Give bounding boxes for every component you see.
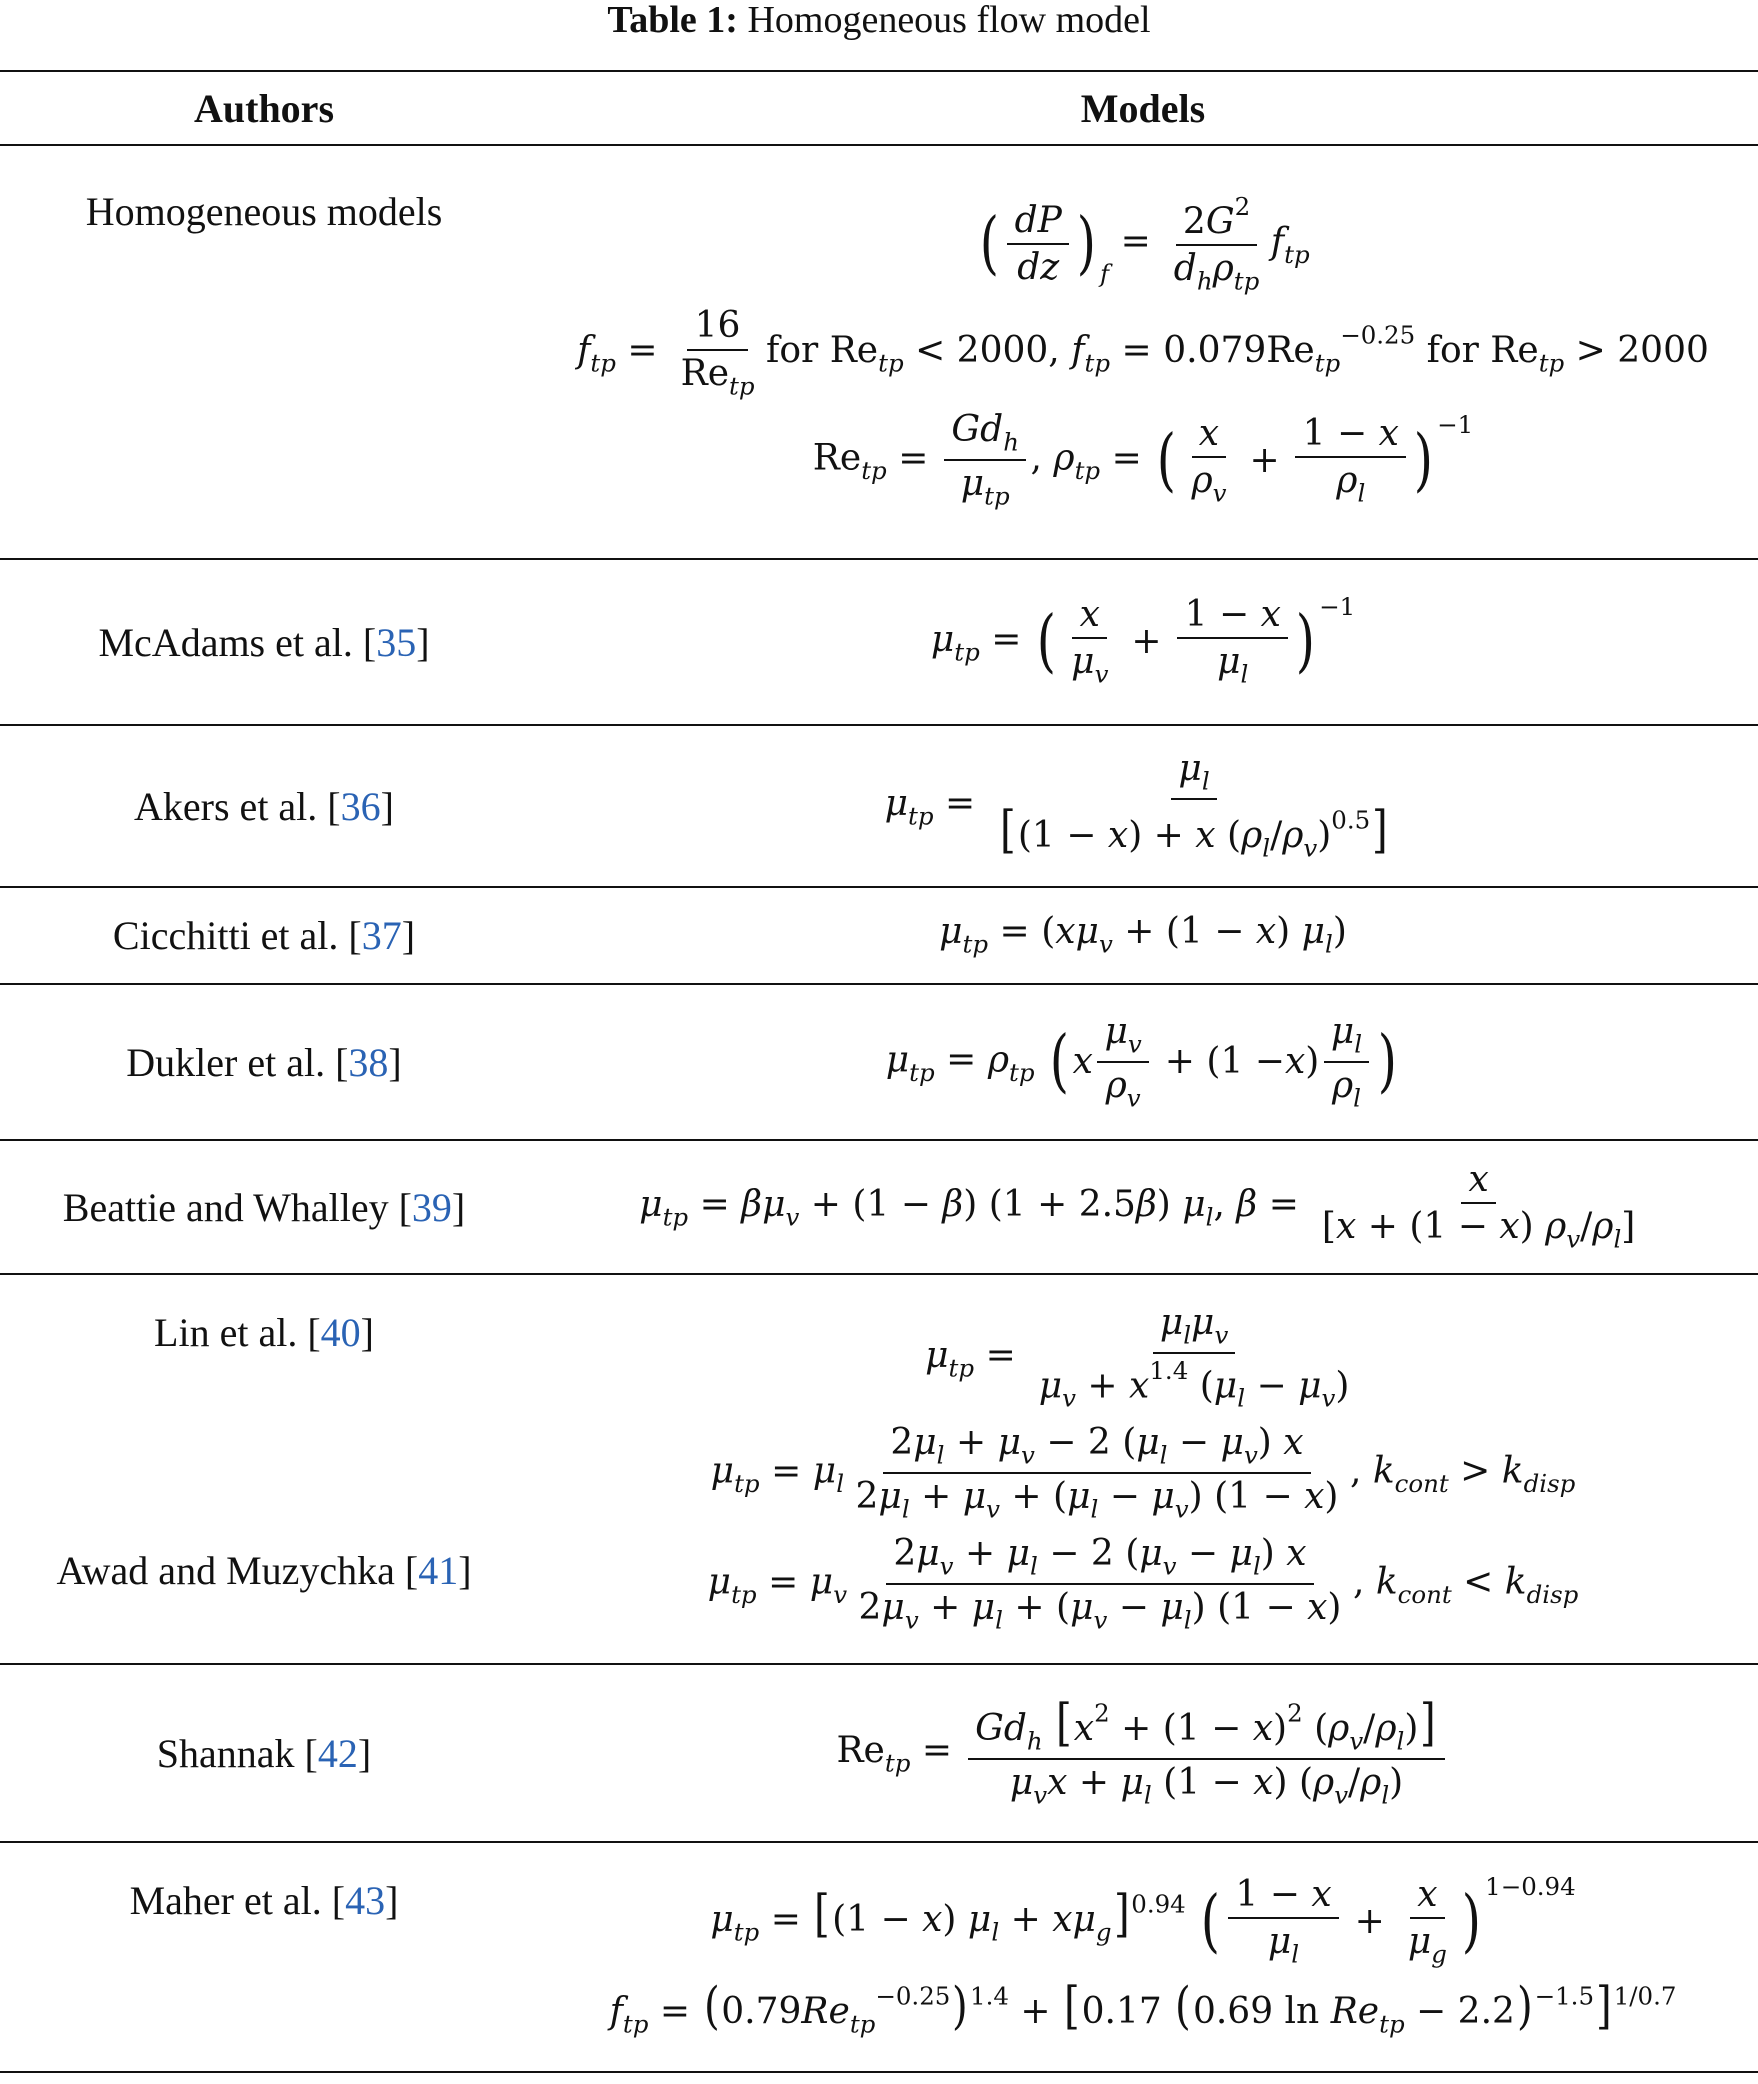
equation-friction-factor: $f_{tp}$ = $\frac{16}{Re_{tp}}$ for $Re_{tp} < 2000$, $f_{tp} = 0.079Re_{tp}^{-0.25}$ for $Re_{tp} > 2000$: [577, 305, 1709, 400]
table-row: [0, 1140, 1758, 1274]
model-cell: [528, 1842, 1758, 2072]
model-cell: [528, 1274, 1758, 1664]
table-row: [0, 887, 1758, 984]
reference-link[interactable]: 38: [348, 1039, 389, 1085]
reference-link[interactable]: 43: [345, 1878, 386, 1923]
author-cell: Cicchitti et al. [37]: [0, 887, 528, 984]
equation-dukler: $\mu_{tp} = \rho_{tp}$ ( x $\frac{\mu_v}{\rho_v}$ + (1 − x ) $\frac{\mu_l}{\rho_l}$ ): [885, 1010, 1397, 1112]
table-caption: [0, 0, 1758, 52]
author-cell: Maher et al. [43]: [0, 1842, 528, 2072]
author-cell: [0, 145, 528, 559]
author-name: Homogeneous models: [85, 189, 443, 234]
caption-label: Table 1:: [607, 0, 738, 41]
author-cell: McAdams et al. [35]: [0, 559, 528, 725]
model-cell: [528, 984, 1758, 1140]
author-cell: Dukler et al. [38]: [0, 984, 528, 1140]
table-row: [0, 1842, 1758, 2072]
equation-reynolds-density: $Re_{tp}$ = $\frac{Gd_h}{\mu_{tp}}$ , $\rho_{tp}$ = ( $\frac{x}{\rho_v}$ + $\frac{1 - x}{\rho_l}$ ) −1: [812, 409, 1474, 511]
reference-link[interactable]: 40: [320, 1310, 361, 1355]
reference-link[interactable]: 37: [361, 913, 402, 958]
equation-awad-1: $\mu_{tp} = \mu_l$ $\frac{2\mu_l + \mu_v - 2 (\mu_l - \mu_v) x}{2\mu_l + \mu_v + (\mu_l - \mu_v) (1 - x)}$ , $k_{cont} > k_{disp}$: [710, 1422, 1576, 1524]
table-row: [0, 145, 1758, 559]
equation-pressure-gradient: ( $\frac{dP}{dz}$ ) f = $\frac{2G^2}{d_h\rho_{tp}}$ $f_{tp}$: [980, 191, 1310, 296]
reference-link[interactable]: 35: [376, 619, 417, 665]
model-cell: [528, 725, 1758, 887]
model-cell: [528, 1140, 1758, 1274]
equation-akers: $\mu_{tp}$ = $\frac{\mu_l}{[(1 - x) + x (\rho_l/\rho_v)^{0.5}]}$: [884, 748, 1388, 863]
model-cell: [528, 145, 1758, 559]
table-row: [0, 1664, 1758, 1842]
header-authors: Authors: [0, 71, 528, 145]
equation-lin: $\mu_{tp}$ = $\frac{\mu_l\mu_v}{\mu_v + x^{1.4} (\mu_l - \mu_v)}$: [925, 1301, 1350, 1413]
reference-link[interactable]: 42: [317, 1730, 358, 1776]
author-cell: Shannak [42]: [0, 1664, 528, 1842]
equation-maher-viscosity: $\mu_{tp} = [(1 - x) \mu_l + x\mu_g]^{0.94}$ ( $\frac{1 - x}{\mu_l}$ + $\frac{x}{\mu_g}$ ) 1−0.94: [710, 1871, 1576, 1969]
header-models: Models: [528, 71, 1758, 145]
equation-mcadams: $\mu_{tp}$ = ( $\frac{x}{\mu_v}$ + $\frac{1 - x}{\mu_l}$ ) −1: [930, 591, 1356, 689]
table-row: [0, 725, 1758, 887]
author-cell: Lin et al. [40] Awad and Muzychka [41]: [0, 1274, 528, 1664]
table-row: [0, 1274, 1758, 1664]
model-cell: [528, 887, 1758, 984]
author-cell: Beattie and Whalley [39]: [0, 1140, 528, 1274]
equation-shannak: $Re_{tp}$ = $\frac{Gd_h [x^2 + (1 - x)^2 (\rho_v/\rho_l)]}{\mu_vx + \mu_l (1 - x) (\rho_v/\rho_l)}$: [528, 1698, 1758, 1808]
equation-maher-friction: $f_{tp} = (0.79Re_{tp}^{-0.25})^{1.4} + [0.17$ (0.69 $\ln Re_{tp} - 2.2)^{-1.5}]^{1/0.7}$: [609, 1976, 1677, 2039]
reference-link[interactable]: 39: [411, 1184, 452, 1230]
caption-title: Homogeneous flow model: [747, 0, 1151, 41]
table-row: [0, 984, 1758, 1140]
model-cell: [528, 559, 1758, 725]
equation-awad-2: $\mu_{tp} = \mu_v$ $\frac{2\mu_v + \mu_l - 2 (\mu_v - \mu_l) x}{2\mu_v + \mu_l + (\mu_v - \mu_l) (1 - x)}$ , $k_{cont} < k_{disp}$: [707, 1533, 1579, 1635]
equation-beattie-whalley: $\mu_{tp} = \beta\mu_v + (1 - \beta) (1 + 2.5\beta)$ $\mu_l$, β = $\frac{x}{[x + (1 - x) \rho_v/\rho_l]}$: [639, 1158, 1636, 1254]
reference-link[interactable]: 36: [340, 783, 381, 829]
reference-link[interactable]: 41: [418, 1548, 459, 1593]
table-row: [0, 559, 1758, 725]
homogeneous-flow-table: [0, 70, 1758, 2073]
author-cell: Akers et al. [36]: [0, 725, 528, 887]
model-cell: [528, 1664, 1758, 1842]
equation-cicchitti: $\mu_{tp} = (x\mu_v + (1 - x)$ $\mu_l$): [939, 911, 1347, 959]
table-header-row: [0, 71, 1758, 145]
